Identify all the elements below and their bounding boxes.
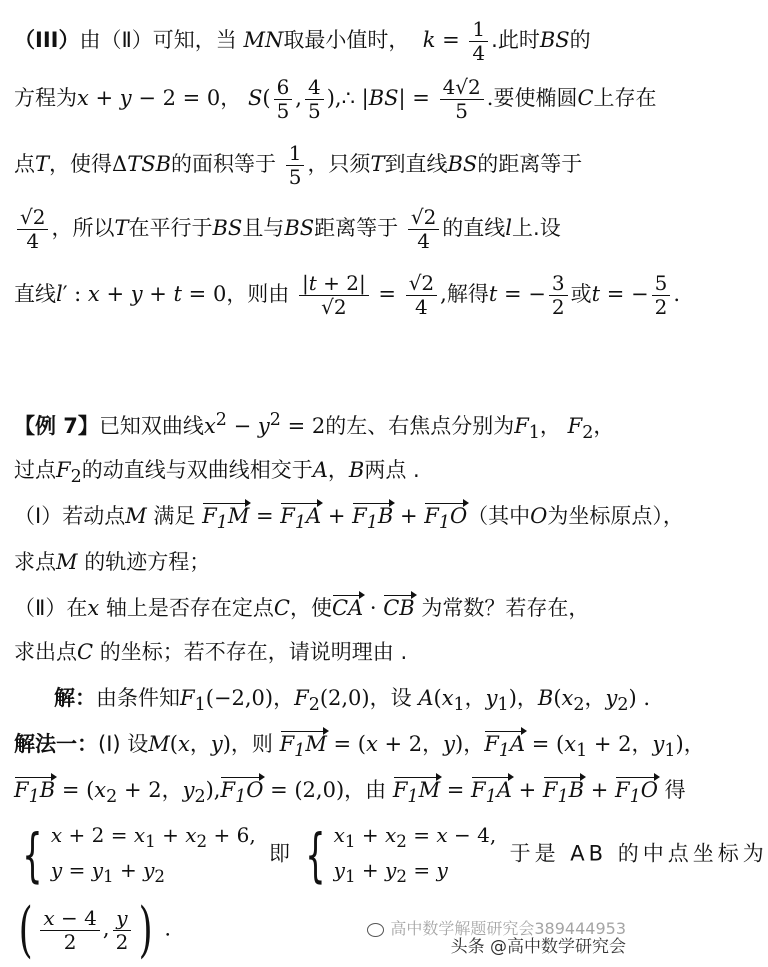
part3-line-3: 点T，使得ΔTSB的面积等于 $\frac{1}{5}$ ，只须T到直线BS的距离等于 [14, 141, 583, 189]
part3-line-2: 方程为x + y − 2 = 0， S( $\frac{6}{5}$ , $\frac{4}{5}$ ),∴ |BS| = $\frac{4√2}{5}$ .要使椭圆C上存在 [14, 75, 657, 123]
example7-line-2: 过点$F_2$的动直线与双曲线相交于A，B两点 . [14, 458, 420, 488]
example7-q1-line-2: 求点M 的轨迹方程； [14, 550, 211, 574]
example7-q2-line-1: （Ⅱ）在x 轴上是否存在定点C，使CA · CB 为常数？若存在， [14, 596, 590, 620]
example7-q1-line-1: （Ⅰ）若动点M 满足 $F_1M = F_1A + F_1B + F_1O$（其中O为坐标原点）， [14, 504, 684, 534]
example7-label: 【例 7】 [14, 414, 99, 438]
method1-line-1: 解法一：(Ⅰ) 设M(x，y)，则 $F_1M = (x + 2$，y)，$F_1A = (x_1 + 2$，$y_1$)， [14, 732, 705, 762]
example7-line-1: 【例 7】已知双曲线$x^2 - y^2 = 2$的左、右焦点分别为$F_1$， $F_2$， [14, 410, 615, 444]
equation-system-2: $x_1 + x_2 = x - 4$, $y_1 + y_2 = y$ [333, 823, 497, 886]
solution-label: 解： [54, 686, 96, 710]
example7-q2-line-2: 求出点C 的坐标；若不存在，请说明理由 . [14, 640, 408, 664]
midpoint-line: ( $\frac{x - 4}{2}$ , $\frac{y}{2}$ ) . [18, 895, 172, 965]
fraction-1-4: $\frac{1}{4}$ [469, 18, 488, 65]
system-line: { $x + 2 = x_1 + x_2 + 6$, $y = y_1 + y_2$ 即 { $x_1 + x_2 = x - 4$, $y_1 + y_2 = y$ 于是 AB 的中点坐标为 [22, 820, 768, 889]
fraction-4root2-5: $\frac{4√2}{5}$ [440, 76, 484, 123]
watermark-qq: 高中数学解题研究会389444953 [367, 916, 626, 939]
wechat-icon [367, 923, 384, 937]
solution-line: 解：由条件知$F_1(-2,0)$，$F_2(2,0)$，设 $A(x_1$，$y_1$)，$B(x_2$，$y_2$) . [54, 686, 651, 716]
part3-line-4: $\frac{√2}{4}$ ，所以T在平行于BS且与BS距离等于 $\frac{√2}{4}$ 的直线l上.设 [14, 206, 630, 253]
method1-label: 解法一： [14, 732, 98, 756]
part3-label: （III） [14, 28, 80, 52]
equation-system-1: $x + 2 = x_1 + x_2 + 6$, $y = y_1 + y_2$ [50, 823, 256, 886]
watermark-toutiao: 头条 @高中数学研究会 [450, 937, 626, 957]
part3-line-1: （III）由（Ⅱ）可知，当 MN取最小值时， k = $\frac{1}{4}$ .此时BS的 [14, 17, 591, 65]
part3-line-5: 直线l′ : x + y + t = 0，则由 $\frac{|t + 2|}{√2}$ = $\frac{√2}{4}$ ,解得t = − $\frac{3}{2}$ 或t = − $\frac{5}{2}$ . [14, 271, 680, 319]
method1-line-2: $F_1B = (x_2 + 2$，$y_2),F_1O = (2,0)$，由 $F_1M = F_1A + F_1B + F_1O$ 得 [14, 778, 686, 808]
